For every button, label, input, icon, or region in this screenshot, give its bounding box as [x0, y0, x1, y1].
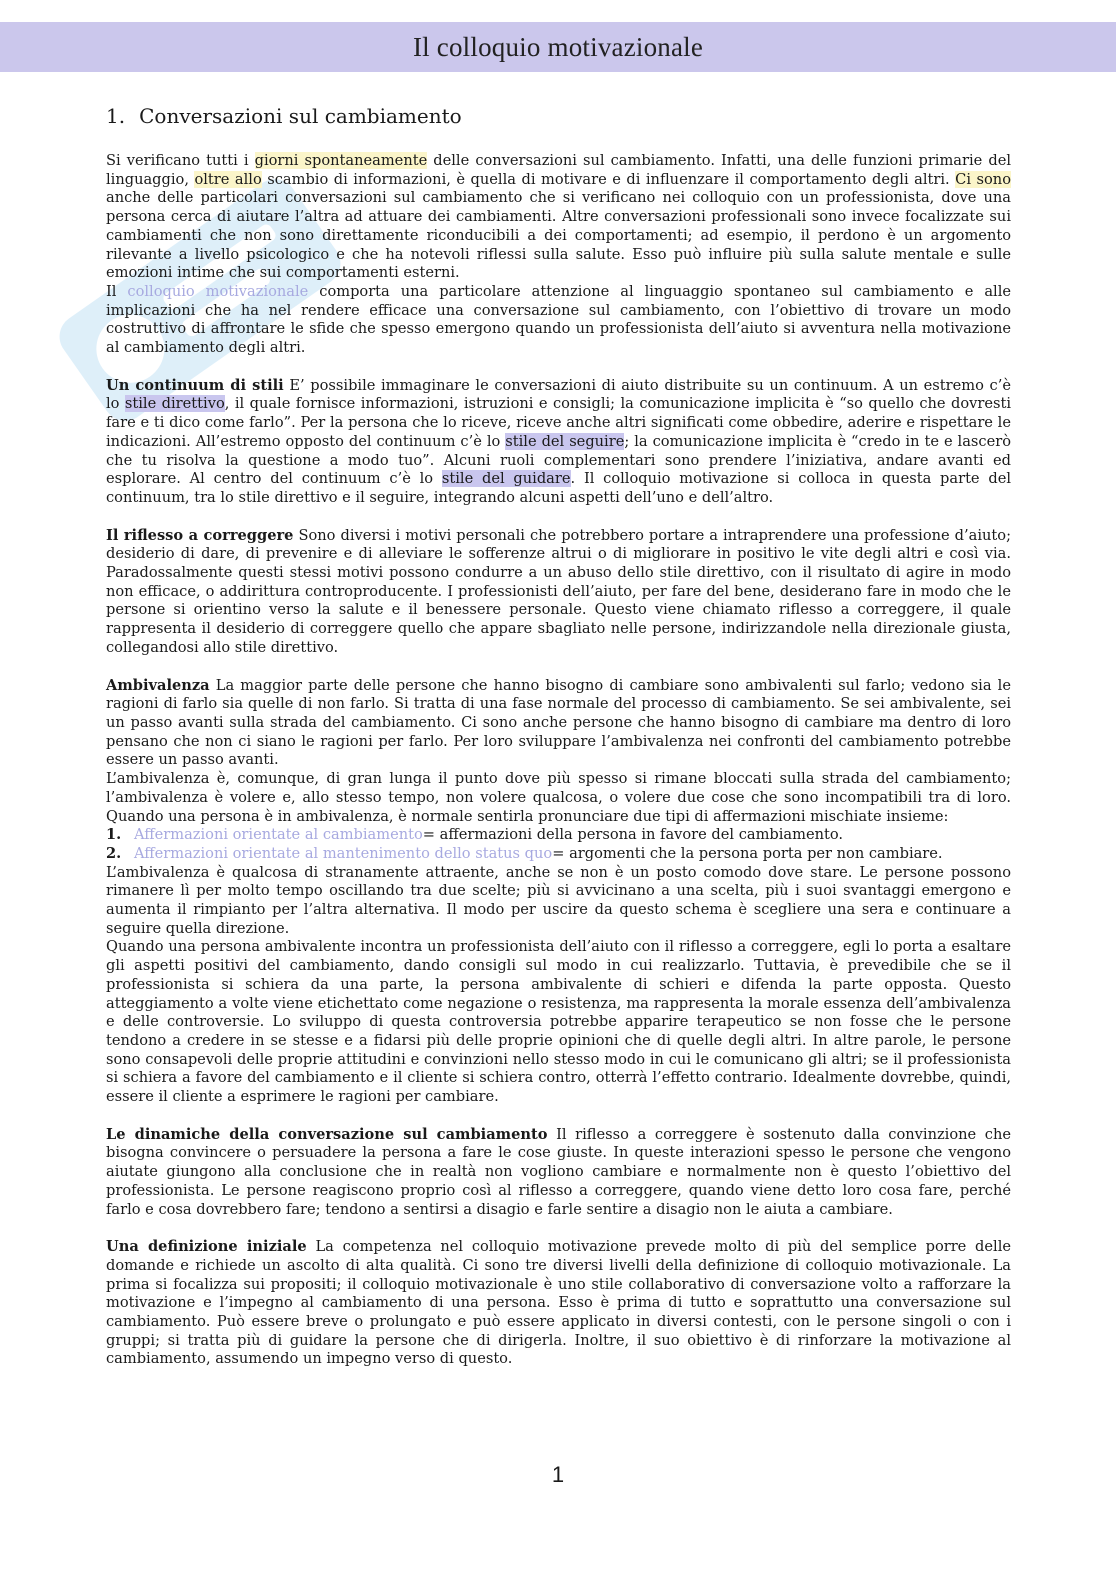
paragraph-continuum: Un continuum di stili E’ possibile immaginare le conversazioni di aiuto distribuite su un continuum. A un estremo c’è lo stile direttivo, il quale fornisce informazioni, istruzioni e consigli; la comunicazione implicita è “so quello che dovresti fare e ti dico come farlo”. Per la persona che lo riceve, riceve anche altri significati come obbedire, aderire e rispettare le indicazioni. All’estremo opposto del continuum c’è lo stile del seguire; la comunicazione implicita è “credo in te e lascerò che tu risolva la questione a modo tuo”. Alcuni ruoli complementari sono prendere l’iniziativa, andare avanti ed esplorare. Al centro del continuum c’è lo stile del guidare. Il colloquio motivazione si colloca in questa parte del continuum, tra lo stile direttivo e il seguire, integrando alcuni aspetti dell’uno e dell’altro.: [106, 376, 1012, 506]
paragraph-intro-1: Si verificano tutti i giorni spontaneamente delle conversazioni sul cambiamento. Infatti, una delle funzioni primarie del linguaggio, oltre allo scambio di informazioni, è quella di motivare e di influenzare il comportamento degli altri. Ci sono anche delle particolari conversazioni sul cambiamento che si verificano nei colloquio con un professionista, dove una persona cerca di aiutare l’altra ad attuare dei cambiamenti. Altre conversazioni professionali sono invece focalizzate sui cambiamenti che non sono direttamente riconducibili a dei comportamenti; ad esempio, il perdono è un argomento rilevante a livello psicologico e che ha notevoli riflessi sulla salute. Esso può influire più sulla salute mentale e sulle emozioni intime che sui comportamenti esterni.: [106, 152, 1012, 282]
page-header: [0, 22, 1116, 72]
section-title: Conversazioni sul cambiamento: [139, 104, 462, 128]
paragraph-ambivalenza-3: L’ambivalenza è qualcosa di stranamente attraente, anche se non è un posto comodo dove stare. Le persone possono rimanere lì per molto tempo oscillando tra due scelte; più si avvicinano a una scelta, più i suoi svantaggi emergono e aumenta il rimpianto per l’altra alternativa. Il modo per uscire da questo schema è scegliere una sera e continuare a seguire quella direzione.: [106, 863, 1011, 937]
term-stile-direttivo: stile direttivo: [124, 395, 225, 413]
list-number: 1.: [106, 826, 122, 844]
list-item: 1. Affermazioni orientate al cambiamento= affermazioni della persona in favore del cambiamento.: [106, 826, 844, 844]
document-body: [106, 104, 1011, 1369]
highlight-text: Ci sono: [955, 170, 1011, 188]
term-colloquio-motivazionale: colloquio motivazionale: [127, 282, 309, 300]
highlight-text: oltre allo: [194, 170, 262, 188]
list-number: 2.: [106, 844, 122, 862]
paragraph-ambivalenza-2: L’ambivalenza è, comunque, di gran lunga il punto dove più spesso si rimane bloccati sulla strada del cambiamento; l’ambivalenza è volere e, allo stesso tempo, non volere qualcosa, o volere due cose che sono incompatibili tra di loro. Quando una persona è in ambivalenza, è normale sentirla pronunciare due tipi di affermazioni mischiate insieme:: [106, 770, 1011, 825]
page-number: 1: [551, 1462, 565, 1487]
section-heading: [106, 104, 1011, 128]
list-term: Affermazioni orientate al mantenimento dello status quo: [134, 844, 553, 862]
paragraph-lead: Il riflesso a correggere: [106, 526, 294, 544]
list-term: Affermazioni orientate al cambiamento: [134, 826, 423, 844]
paragraph-lead: Ambivalenza: [106, 676, 210, 694]
paragraph-ambivalenza-4: Quando una persona ambivalente incontra un professionista dell’aiuto con il riflesso a correggere, egli lo porta a esaltare gli aspetti positivi del cambiamento, dando consigli sul modo in cui realizzarlo. Tuttavia, è prevedibile che se il professionista si schiera da una parte, la persona ambivalente di schieri e difenda la parte opposta. Questo atteggiamento a volte viene etichettato come negazione o resistenza, ma rappresenta la morale essenza dell’ambivalenza e delle controversie. Lo sviluppo di questa controversia potrebbe apparire terapeutico se non fosse che le persone tendono a credere in se stesse e a fidarsi più delle proprie opinioni che di quelle degli altri. In altre parole, le persone sono consapevoli delle proprie attitudini e convinzioni nello stesso modo in cui le comunicano gli altri; se il professionista si schiera a favore del cambiamento e il cliente si schiera contro, otterrà l’effetto contrario. Idealmente dovrebbe, quindi, essere il cliente a esprimere le ragioni per cambiare.: [106, 938, 1011, 1106]
highlight-text: giorni spontaneamente: [254, 152, 428, 169]
header-title: Il colloquio motivazionale: [412, 31, 704, 62]
paragraph-dinamiche: Le dinamiche della conversazione sul cambiamento Il riflesso a correggere è sostenuto dalla convinzione che bisogna convincere o persuadere la persona a fare le cose giuste. In queste interazioni spesso le persone che vengono aiutate giungono alla conclusione che in realtà non vogliono cambiare e normalmente non è questo l’obiettivo del professionista. Le persone reagiscono proprio così al riflesso a correggere, quando viene detto loro cosa fare, perché farlo e cosa dovrebbero fare; tendono a sentirsi a disagio e farle sentire a disagio non le aiuta a cambiare.: [106, 1125, 1011, 1218]
term-stile-del-guidare: stile del guidare: [441, 470, 571, 488]
paragraph-definizione: Una definizione iniziale La competenza nel colloquio motivazione prevede molto di più del semplice porre delle domande e richiede un ascolto di alta qualità. Ci sono tre diversi livelli della definizione di colloquio motivazionale. La prima si focalizza sui propositi; il colloquio motivazionale è uno stile collaborativo di conversazione volto a rafforzare la motivazione e l’impegno al cambiamento di una persona. Esso è prima di tutto e soprattutto una conversazione sul cambiamento. Può essere breve o prolungato e può essere applicato in diversi contesti, con le persone singoli o con i gruppi; si tratta più di guidare la persone che di dirigerla. Inoltre, il suo obiettivo è di rinforzare la motivazione al cambiamento, assumendo un impegno verso di questo.: [106, 1238, 1012, 1368]
paragraph-lead: Un continuum di stili: [106, 376, 284, 394]
paragraph-lead: Le dinamiche della conversazione sul cambiamento: [106, 1125, 548, 1143]
list-item: 2. Affermazioni orientate al mantenimento dello status quo= argomenti che la persona porta per non cambiare.: [106, 844, 943, 862]
term-stile-del-seguire: stile del seguire: [505, 432, 625, 450]
paragraph-ambivalenza-1: Ambivalenza La maggior parte delle persone che hanno bisogno di cambiare sono ambivalenti sul farlo; vedono sia le ragioni di farlo sia quelle di non farlo. Si tratta di una fase normale del processo di cambiamento. Se sei ambivalente, sei un passo avanti sulla strada del cambiamento. Ci sono anche persone che hanno bisogno di cambiare ma dentro di loro pensano che non ci siano le ragioni per farlo. Per loro sviluppare l’ambivalenza nei confronti del cambiamento potrebbe essere un passo avanti.: [106, 676, 1011, 769]
paragraph-lead: Una definizione iniziale: [106, 1238, 307, 1256]
paragraph-riflesso: Il riflesso a correggere Sono diversi i motivi personali che potrebbero portare a intraprendere una professione d’aiuto; desiderio di dare, di prevenire e di alleviare le sofferenze altrui o di migliorare in positivo le vite degli altri e così via. Paradossalmente questi stessi motivi possono condurre a un abuso dello stile direttivo, con il risultato di agire in modo non efficace, o addirittura controproducente. I professionisti dell’aiuto, per fare del bene, desiderano fare in modo che le persone si orientino verso la salute e il benessere personale. Questo viene chiamato riflesso a correggere, il quale rappresenta il desiderio di correggere quello che appare sbagliato nelle persone, indirizzandole nella direzionale giusta, collegandosi allo stile direttivo.: [106, 526, 1011, 656]
section-number: 1.: [106, 104, 126, 128]
paragraph-intro-2: Il colloquio motivazionale comporta una particolare attenzione al linguaggio spontaneo sul cambiamento e alle implicazioni che ha nel rendere efficace una conversazione sul cambiamento, con l’obiettivo di trovare un modo costruttivo di affrontare le sfide che spesso emergono quando un professionista dell’aiuto si avventura nella motivazione al cambiamento degli altri.: [106, 282, 1012, 357]
